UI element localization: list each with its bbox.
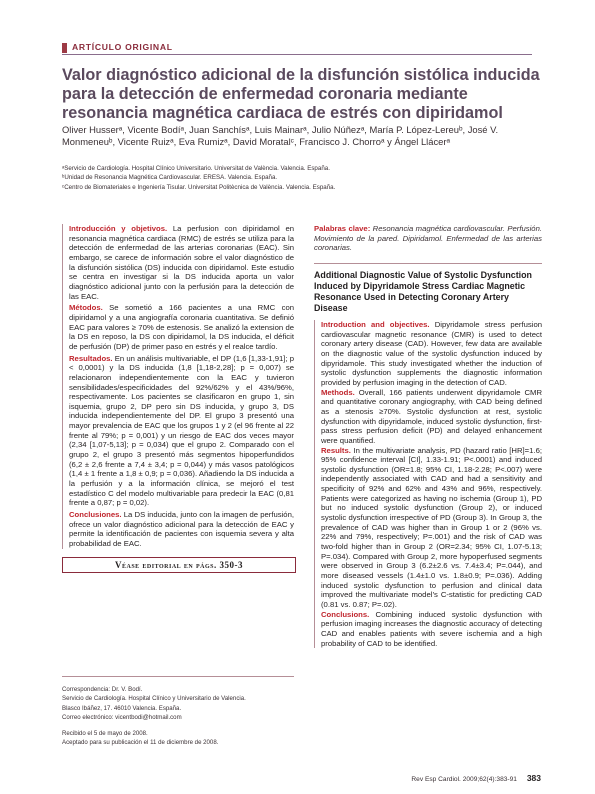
- abstract-es-results: [69, 354, 294, 509]
- affiliation-a: ᵃServicio de Cardiología. Hospital Clínico Universitario. Universitat de València. Valencia. España.: [62, 165, 330, 172]
- divider: [314, 263, 542, 264]
- abstract-es-intro-text: La perfusion con dipiridamol en resonancia magnética cardiaca (RMC) de estrés se utiliza para la detección de enfermedad de las arterias coronarias (EAC). Sin embargo, se carece de información sobre el valor diagnóstico de la disfunción sistólica (DS) inducida con dipiridamol. Este estudio se centra en investigar si la DS inducida aporta un valor diagnóstico adicional junto con la perfusión para la detección de las EAC.: [69, 224, 294, 301]
- section-label-text: ARTÍCULO ORIGINAL: [72, 42, 173, 52]
- abstract-en-results-head: Results.: [321, 445, 351, 455]
- right-column: [314, 224, 542, 648]
- received-date: Recibido el 5 de mayo de 2008.: [62, 729, 148, 737]
- abstract-es-methods-text: Se sometió a 166 pacientes a una RMC con dipiridamol y a una angiografía coronaria cuantitativa. Se definió EAC para valores ≥ 70% de estenosis. Se analizó la extension de la DS en reposo, la DS con dipiridamol, la DS inducida, el déficit de perfusión (DP) de primer paso en estrés y el realce tardío.: [69, 303, 294, 351]
- english-title: Additional Diagnostic Value of Systolic Dysfunction Induced by Dipyridamole Stress Cardiac Magnetic Resonance Used in Detecting Coronary Artery Disease: [314, 269, 532, 313]
- abstract-en-intro: [321, 320, 542, 388]
- correspondence-email[interactable]: Correo electrónico: vicentbodi@hotmail.com: [62, 714, 182, 722]
- author-list: Oliver Husserᵃ, Vicente Bodíᵃ, Juan Sanchísᵃ, Luis Mainarᵃ, Julio Núñezᵃ, María P. López-Lereuᵇ, José V. Monmeneuᵇ, Vicente Ruizᵃ, Eva Rumizᵃ, David Moratalᶜ, Francisco J. Chorroᵃ y Ángel Llácerᵃ: [62, 124, 499, 148]
- spanish-abstract: [62, 224, 294, 549]
- abstract-en-intro-text: Dipyridamole stress perfusion cardiovascular magnetic resonance (CMR) is used to detect coronary artery disease (CAD). However, few data are available on the diagnostic value of the systolic dysfunction induced by dipyridamole. This study investigated whether the induction of systolic dysfunction supplements the diagnostic information provided by perfusion imaging in the detection of CAD.: [321, 319, 542, 387]
- abstract-es-results-text: En un análisis multivariable, el DP (1,6 [1,33-1,91]; p < 0,0001) y la DS inducida (1,8 [1,18-2,28]; p = 0,007) se relacionaron independientemente con la EAC y tuvieron sensibilidades/especificidades del 92%/62% y el 43%/96%, respectivamente. Los pacientes se clasificaron en grupo 1, sin isquemia, grupo 2, DP pero sin DS inducida, y grupo 3, DS inducida independientemente del DP. El grupo 3 presentó una mayor prevalencia de EAC que los grupos 1 y 2 (el 96 frente al 22 frente al 79%; p = 0,001) y un riesgo de EAC dos veces mayor (2,34 [1,07-5,13]; p = 0,034) que el grupo 2. Comparado con el grupo 2, el grupo 3 presentó más segmentos hipoperfundidos (6,2 ± 2,6 frente a 7,4 ± 3,4; p = 0,044) y más vasos patológicos (1,4 ± 1 frente a 1,8 ± 0,9; p = 0,036). Añadiendo la DS inducida a la perfusión y a la información clínica, se mejoró el test estadístico C del modelo multivariable para predecir la EAC (0,81 frente a 0,87; p = 0,02).: [69, 353, 294, 508]
- page-footer: [411, 773, 541, 783]
- keywords: [314, 224, 542, 253]
- abstract-en-results: [321, 446, 542, 610]
- affiliation-c: ᶜCentro de Biomateriales e Ingeniería Tisular. Universitat Politècnica de València. Valencia. España.: [62, 183, 336, 191]
- page-number: 383: [526, 773, 541, 783]
- correspondence-line: Correspondencia: Dr. V. Bodí.: [62, 686, 143, 693]
- accepted-date: Aceptado para su publicación el 11 de diciembre de 2008.: [62, 739, 219, 747]
- section-label: [62, 42, 532, 55]
- abstract-en-results-text: In the multivariate analysis, PD (hazard ratio [HR]=1.6; 95% confidence interval [CI], 1.33-1.91; P<.0001) and induced systolic dysfunction (OR=1.8; 95% CI, 1.18-2.28; P<.007) were independently associated with CAD and had a sensitivity and specificity of 92% and 62% and 43% and 96%, respectively. Patients were categorized as having no ischemia (Group 1), PD but no induced systolic dysfunction (Group 2), or induced systolic dysfunction irrespective of PD (Group 3). In Group 3, the prevalence of CAD was higher than in Group 1 or 2 (96% vs. 22% and 79%, respectively; P=.001) and the risk of CAD was two-fold higher than in Group 2 (OR=2.34; 95% CI, 1.07-5.13; P=.034). Compared with Group 2, more hypoperfused segments were observed in Group 3 (6.2±2.6 vs. 7.4±3.4; P=.044), and more diseased vessels (1.4±1.0 vs. 1.8±0.9; P=.036). Adding induced systolic dysfunction to perfusion and clinical data improved the multivariate model’s C-statistic for predicting CAD (0.81 vs. 0.87; P=.02).: [321, 445, 542, 609]
- abstract-es-intro-head: Introducción y objetivos.: [69, 224, 168, 233]
- abstract-es-conclusions: [69, 510, 294, 549]
- correspondence-block: [62, 676, 294, 747]
- abstract-es-intro: [69, 224, 294, 301]
- abstract-es-methods: [69, 303, 294, 351]
- left-column: [62, 224, 294, 573]
- journal-citation: Rev Esp Cardiol. 2009;62(4):383-91: [411, 776, 517, 783]
- correspondence-line: Blasco Ibáñez, 17. 46010 Valencia. España.: [62, 704, 182, 712]
- abstract-en-methods-head: Methods.: [321, 387, 355, 397]
- see-editorial-box[interactable]: Véase editorial en págs. 350-3: [62, 557, 296, 573]
- affiliations: [62, 164, 538, 192]
- article-title: Valor diagnóstico adicional de la disfunción sistólica inducida para la detección de enfermedad coronaria mediante resonancia magnética cardiaca de estrés con dipiridamol: [62, 66, 540, 122]
- abstract-en-conclusions: [321, 610, 542, 649]
- abstract-es-conclusions-head: Conclusiones.: [69, 510, 122, 520]
- keywords-label: Palabras clave:: [314, 224, 371, 233]
- abstract-en-methods-text: Overall, 166 patients underwent dipyridamole CMR and quantitative coronary angiography, with CAD being defined as a stenosis ≥70%. Systolic dysfunction at rest, systolic dysfunction with dipyridamole, induced systolic dysfunction, first-pass stress perfusion deficit (PD) and delayed enhancement were quantified.: [321, 387, 542, 445]
- abstract-en-conclusions-head: Conclusions.: [321, 609, 370, 619]
- abstract-en-conclusions-text: Combining induced systolic dysfunction with perfusion imaging increases the diagnostic accuracy of detecting CAD and enables patients with severe ischemia and a high probability of CAD to be identified.: [321, 609, 542, 648]
- affiliation-b: ᵇUnidad de Resonancia Magnética Cardiovascular. ERESA. Valencia. España.: [62, 174, 278, 182]
- section-marker: [62, 43, 67, 53]
- english-abstract: [314, 320, 542, 648]
- keywords-text: Resonancia magnética cardiovascular. Perfusión. Movimiento de la pared. Dipiridamol. Enfermedad de las arterias coronarias.: [314, 224, 542, 253]
- abstract-en-methods: [321, 388, 542, 446]
- abstract-es-methods-head: Métodos.: [69, 303, 103, 313]
- abstract-es-conclusions-text: La DS inducida, junto con la imagen de perfusión, ofrece un valor diagnóstico adicional para la detección de EAC y permite la identificación de pacientes con isquemia severa y alta probabilidad de EAC.: [69, 510, 294, 548]
- abstract-en-intro-head: Introduction and objectives.: [321, 319, 430, 329]
- abstract-es-results-head: Resultados.: [69, 353, 113, 363]
- correspondence-line: Servicio de Cardiología. Hospital Clínico y Universitario de Valencia.: [62, 695, 246, 703]
